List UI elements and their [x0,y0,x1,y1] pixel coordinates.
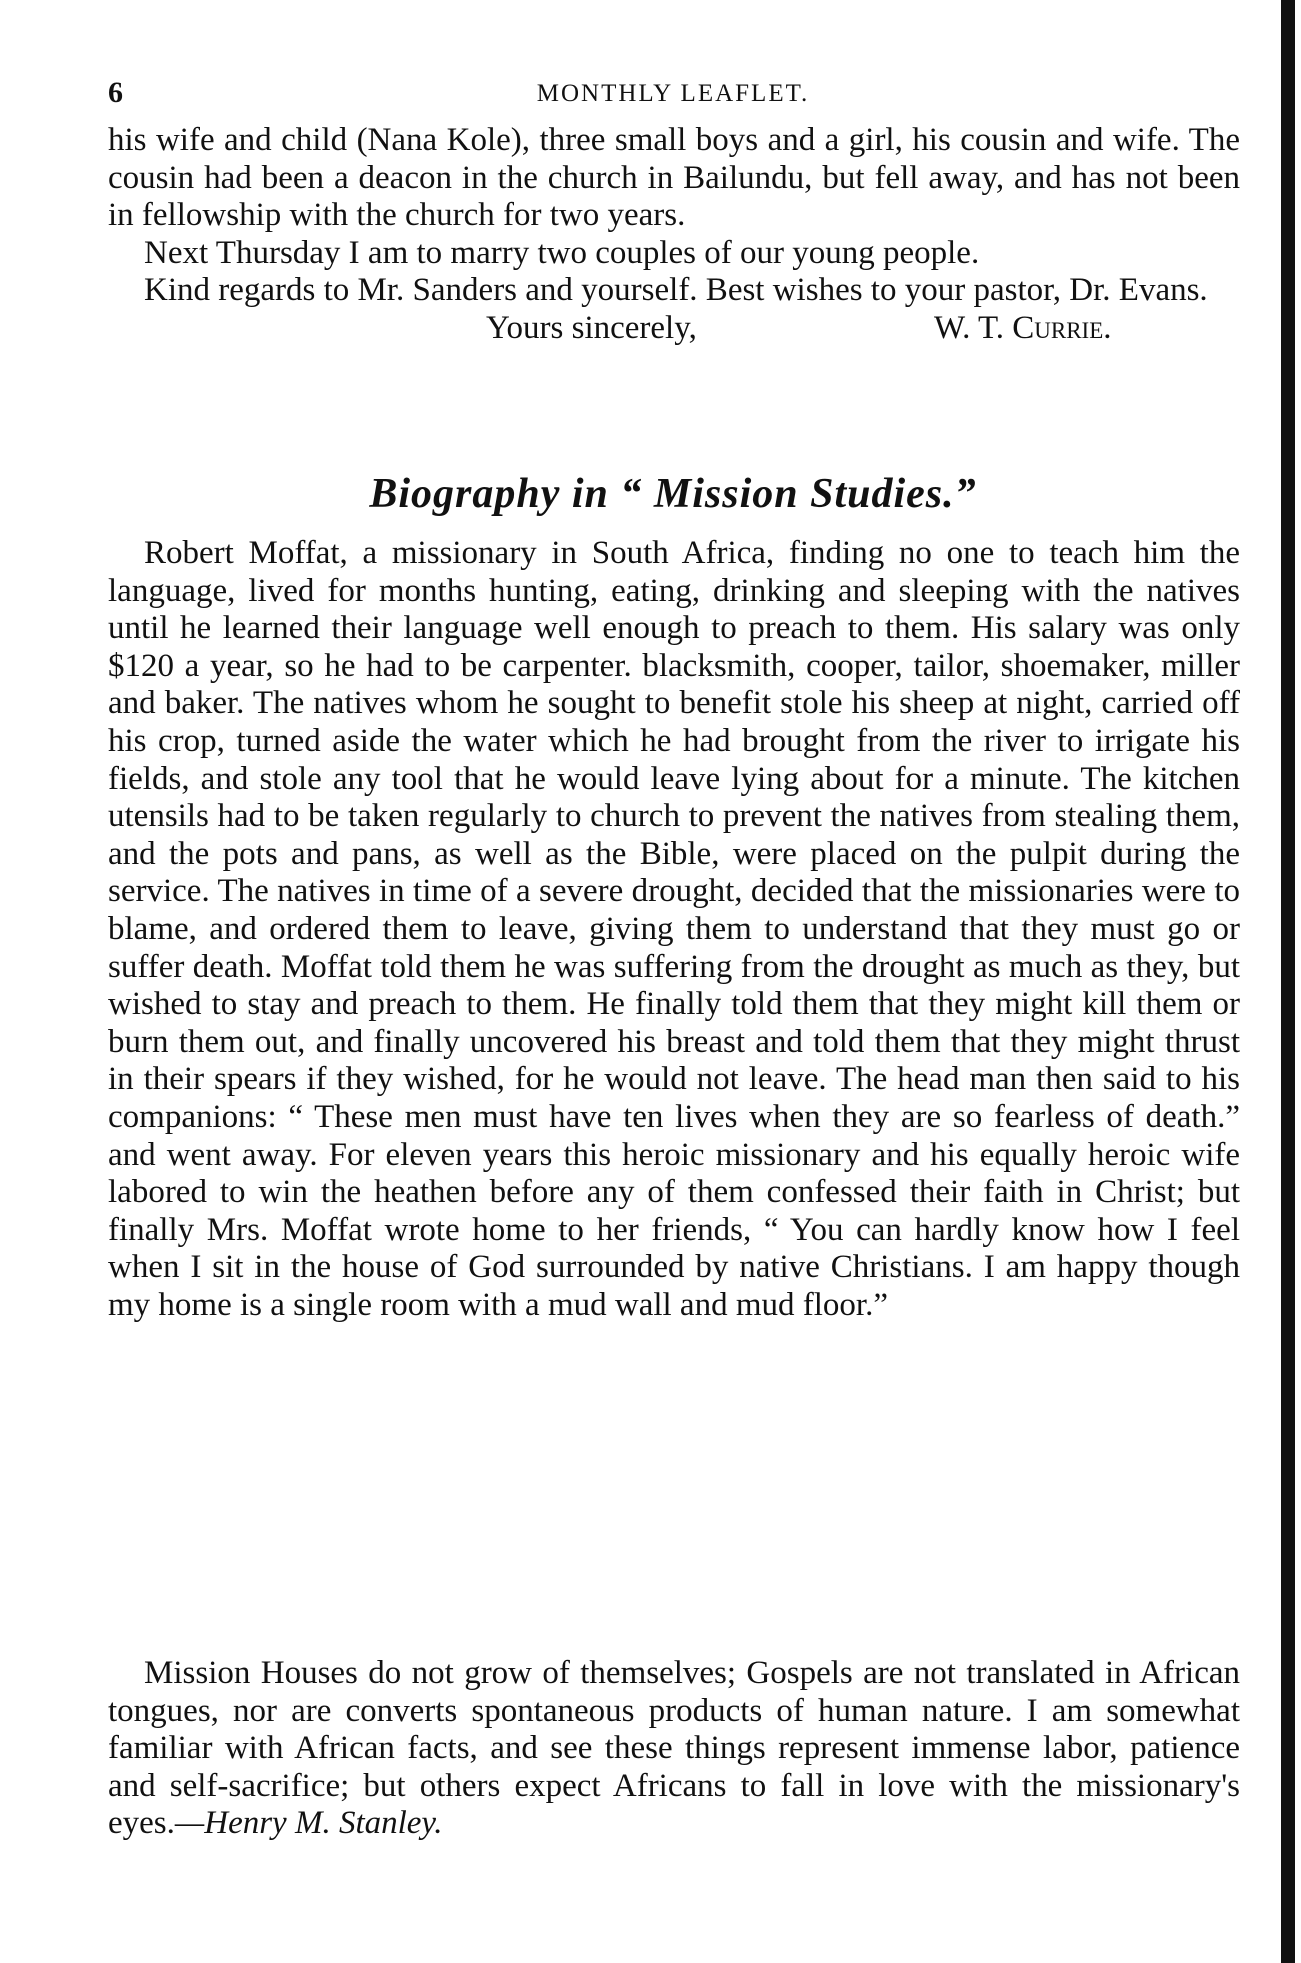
closing-quote [108,1655,1240,1843]
biography-section [108,535,1240,1324]
letter-paragraph: Kind regards to Mr. Sanders and yourself. Best wishes to your pastor, Dr. Evans. [144,272,1208,309]
letter-continuation [108,122,1240,348]
quote-attribution: —Henry M. Stanley. [174,1805,443,1842]
letter-signature: W. T. Currie. [934,309,1112,346]
letter-paragraph: his wife and child (Nana Kole), three small boys and a girl, his cousin and wife. The cousin had been a deacon in the church in Bailundu, but fell away, and has not been in fellowship with the church for two years. [108,122,1240,234]
page-edge-rule [1281,0,1295,1963]
section-heading: Biography in “ Mission Studies.” [369,471,977,517]
closing-quote-text: Mission Houses do not grow of themselves; Gospels are not translated in African tongues, nor are converts spontaneous products of human nature. I am somewhat familiar with African facts, and see these things represent immense labor, patience and self-sacrifice; but others expect Africans to fall in love with the missionary's eyes. [108,1655,1240,1842]
running-head: MONTHLY LEAFLET. [536,80,810,107]
page-number: 6 [108,76,123,109]
closing-quote-paragraph [108,1655,1240,1843]
biography-paragraph: Robert Moffat, a missionary in South Africa, finding no one to teach him the language, lived for months hunting, eating, drinking and sleeping with the natives until he learned their language well enough to preach to them. His salary was only $120 a year, so he had to be carpenter. blacksmith, cooper, tailor, shoemaker, miller and baker. The natives whom he sought to benefit stole his sheep at night, carried off his crop, turned aside the water which he had brought from the river to irrigate his fields, and stole any tool that he would leave lying about for a minute. The kitchen utensils had to be taken regularly to church to prevent the natives from stealing them, and the pots and pans, as well as the Bible, were placed on the pulpit during the service. The natives in time of a severe drought, decided that the missionaries were to blame, and ordered them to leave, giving them to understand that they must go or suffer death. Moffat told them he was suffering from the drought as much as they, but wished to stay and preach to them. He finally told them that they might kill them or burn them out, and finally uncovered his breast and told them that they might thrust in their spears if they wished, for he would not leave. The head man then said to his companions: “ These men must have ten lives when they are so fearless of death.” and went away. For eleven years this heroic missionary and his equally heroic wife labored to win the heathen before any of them confessed their faith in Christ; but finally Mrs. Moffat wrote home to her friends, “ You can hardly know how I feel when I sit in the house of God surrounded by native Christians. I am happy though my home is a single room with a mud wall and mud floor.” [108,535,1240,1323]
letter-signoff [108,310,1240,348]
letter-closing: Yours sincerely, [486,309,697,346]
page-header [108,76,1238,116]
letter-paragraph: Next Thursday I am to marry two couples of our young people. [144,234,980,271]
